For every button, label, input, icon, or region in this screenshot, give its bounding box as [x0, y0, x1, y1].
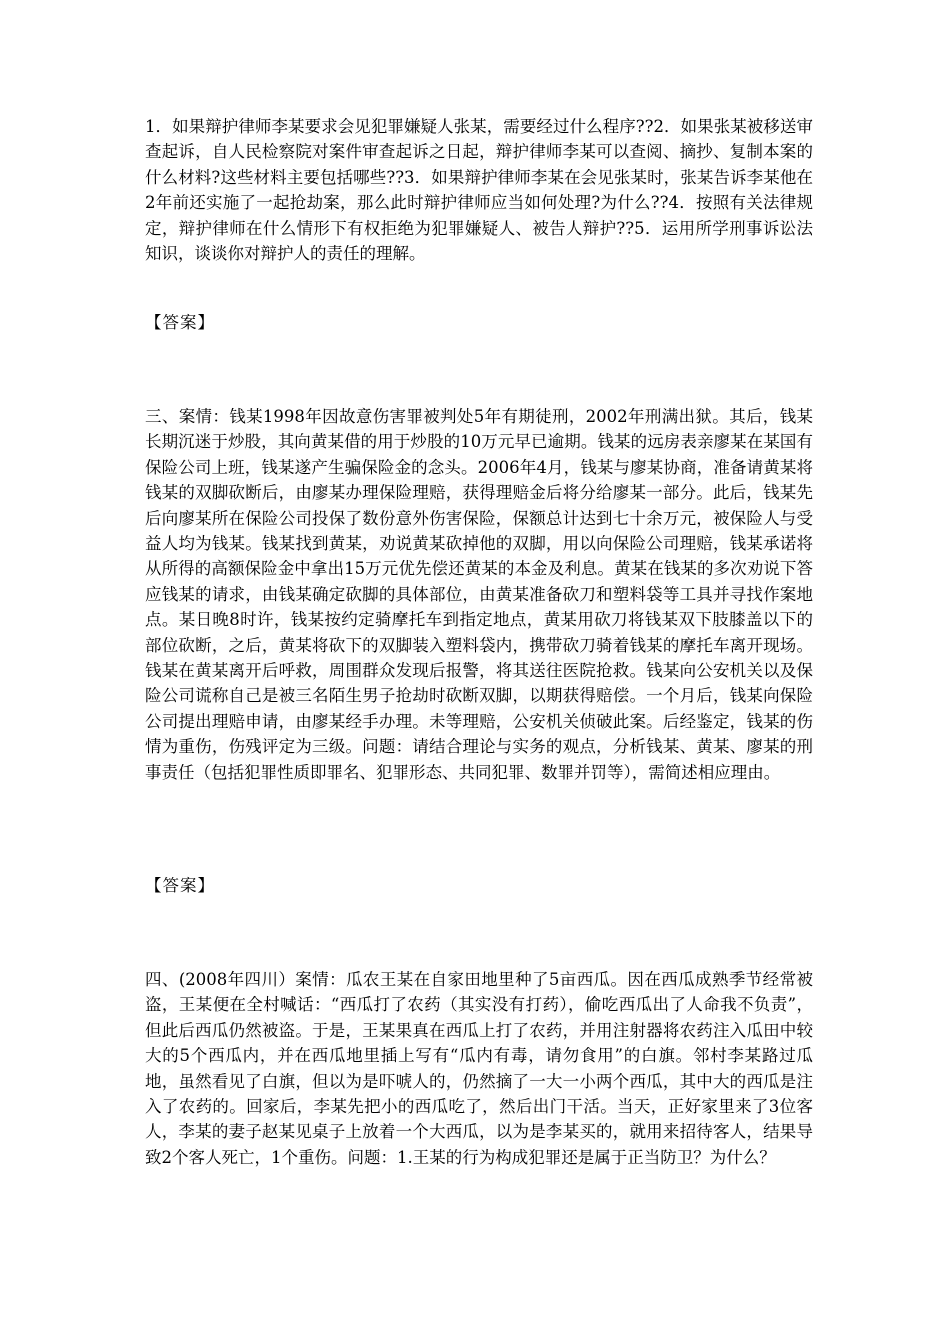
question-4-text: 四、(2008年四川）案情：瓜农王某在自家田地里种了5亩西瓜。因在西瓜成熟季节经常被盗，王某便在全村喊话：“西瓜打了农药（其实没有打药），偷吃西瓜出了人命我不负责”，但此后西瓜仍然被盗。于是，王某果真在西瓜上打了农药，并用注射器将农药注入瓜田中较大的5个西瓜内，并在西瓜地里插上写有“瓜内有毒，请勿食用”的白旗。邻村李某路过瓜地，虽然看见了白旗，但以为是吓唬人的，仍然摘了一大一小两个西瓜，其中大的西瓜是注入了农药的。回家后，李某先把小的西瓜吃了，然后出门干活。当天，正好家里来了3位客人，李某的妻子赵某见桌子上放着一个大西瓜，以为是李某买的，就用来招待客人，结果导致2个客人死亡，1个重伤。问题：1.王某的行为构成犯罪还是属于正当防卫？为什么？ [145, 970, 813, 1167]
answer-label-3: 【答案】 [145, 876, 215, 895]
question-3-text: 三、案情：钱某1998年因故意伤害罪被判处5年有期徒刑，2002年刑满出狱。其后，钱某长期沉迷于炒股，其向黄某借的用于炒股的10万元早已逾期。钱某的远房表亲廖某在某国有保险公司上班，钱某遂产生骗保险金的念头。2006年4月，钱某与廖某协商，准备请黄某将钱某的双脚砍断后，由廖某办理保险理赔，获得理赔金后将分给廖某一部分。此后，钱某先后向廖某所在保险公司投保了数份意外伤害保险，保额总计达到七十余万元，被保险人与受益人均为钱某。钱某找到黄某，劝说黄某砍掉他的双脚，用以向保险公司理赔，钱某承诺将从所得的高额保险金中拿出15万元优先偿还黄某的本金及利息。黄某在钱某的多次劝说下答应钱某的请求，由钱某确定砍脚的具体部位，由黄某准备砍刀和塑料袋等工具并寻找作案地点。某日晚8时许，钱某按约定骑摩托车到指定地点，黄某用砍刀将钱某双下肢膝盖以下的部位砍断，之后，黄某将砍下的双脚装入塑料袋内，携带砍刀骑着钱某的摩托车离开现场。钱某在黄某离开后呼救，周围群众发现后报警，将其送往医院抢救。钱某向公安机关以及保险公司谎称自己是被三名陌生男子抢劫时砍断双脚，以期获得赔偿。一个月后，钱某向保险公司提出理赔申请，由廖某经手办理。未等理赔，公安机关侦破此案。后经鉴定，钱某的伤情为重伤，伤残评定为三级。问题：请结合理论与实务的观点，分析钱某、黄某、廖某的刑事责任（包括犯罪性质即罪名、犯罪形态、共同犯罪、数罪并罚等），需简述相应理由。 [145, 407, 813, 782]
answer-label-1: 【答案】 [145, 313, 215, 332]
question-1-text: 1．如果辩护律师李某要求会见犯罪嫌疑人张某，需要经过什么程序??2．如果张某被移送审查起诉，自人民检察院对案件审查起诉之日起，辩护律师李某可以查阅、摘抄、复制本案的什么材料?这些材料主要包括哪些??3．如果辩护律师李某在会见张某时，张某告诉李某他在2年前还实施了一起抢劫案，那么此时辩护律师应当如何处理?为什么??4．按照有关法律规定，辩护律师在什么情形下有权拒绝为犯罪嫌疑人、被告人辩护??5．运用所学刑事诉讼法知识，谈谈你对辩护人的责任的理解。 [145, 117, 813, 264]
